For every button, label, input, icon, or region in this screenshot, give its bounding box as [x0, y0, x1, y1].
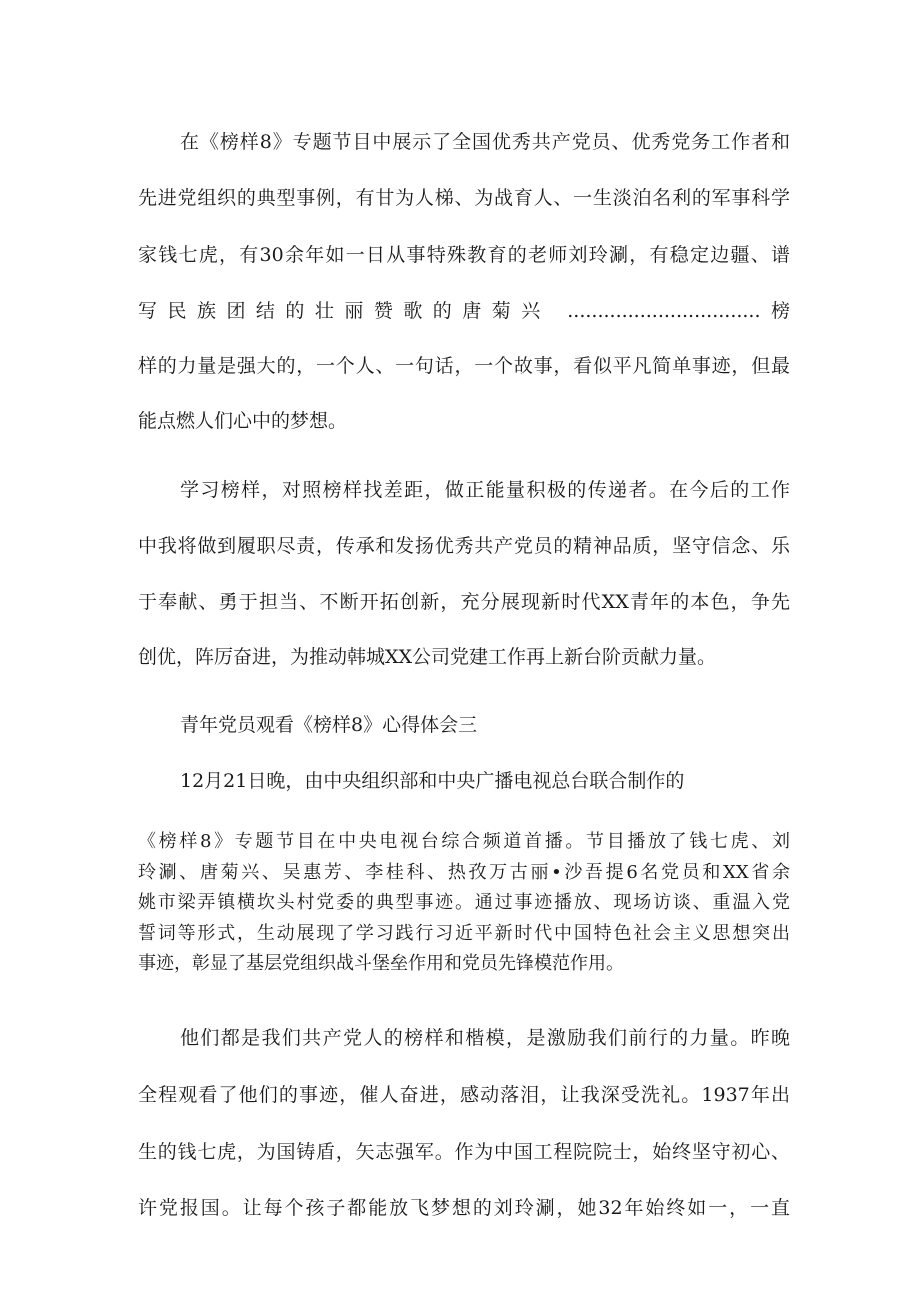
text-line: 他们都是我们共产党人的榜样和楷模，是激励我们前行的力量。昨晚: [180, 1027, 790, 1049]
text-line: 生的钱七虎，为国铸盾，矢志强军。作为中国工程院院士，始终坚守初心、: [138, 1141, 790, 1163]
text-line: 姚市梁弄镇横坎头村党委的典型事迹。通过事迹播放、现场访谈、重温入党: [138, 892, 790, 913]
text-line: 学习榜样，对照榜样找差距，做正能量积极的传递者。在今后的工作: [180, 479, 790, 501]
text-line: 玲涮、唐菊兴、吴惠芳、李桂科、热孜万古丽•沙吾提6名党员和XX省余: [138, 862, 790, 883]
text-line: 写民族团结的壮丽赞歌的唐菊兴 ................................榜: [138, 300, 790, 322]
text-line: 全程观看了他们的事迹，催人奋进，感动落泪，让我深受洗礼。1937年出: [138, 1084, 790, 1106]
text-line: 能点燃人们心中的梦想。: [138, 410, 348, 432]
text-line: 家钱七虎，有30余年如一日从事特殊教育的老师刘玲涮，有稳定边疆、谱: [138, 244, 790, 266]
text-line: 于奉献、勇于担当、不断开拓创新，充分展现新时代XX青年的本色，争先: [138, 591, 790, 613]
text-line: 先进党组织的典型事例，有甘为人梯、为战育人、一生淡泊名利的军事科学: [138, 187, 790, 209]
text-line: 中我将做到履职尽责，传承和发扬优秀共产党员的精神品质，坚守信念、乐: [138, 535, 790, 557]
text-line: 在《榜样8》专题节目中展示了全国优秀共产党员、优秀党务工作者和: [180, 131, 790, 153]
text-line: 誓词等形式，生动展现了学习践行习近平新时代中国特色社会主义思想突出: [138, 923, 790, 944]
section-title: 青年党员观看《榜样8》心得体会三: [180, 714, 478, 736]
text-line: 样的力量是强大的，一个人、一句话，一个故事，看似平凡简单事迹，但最: [138, 355, 790, 377]
text-line: 12月21日晚，由中央组织部和中央广播电视总台联合制作的: [180, 770, 685, 792]
text-line: 《榜样8》专题节目在中央电视台综合频道首播。节目播放了钱七虎、刘: [138, 831, 790, 852]
text-line: 创优，阵厉奋进，为推动韩城XX公司党建工作再上新台阶贡献力量。: [138, 646, 717, 668]
text-line: 事迹，彰显了基层党组织战斗堡垒作用和党员先锋模范作用。: [138, 953, 624, 974]
text-line: 许党报国。让每个孩子都能放飞梦想的刘玲涮，她32年始终如一，一直: [138, 1197, 790, 1219]
